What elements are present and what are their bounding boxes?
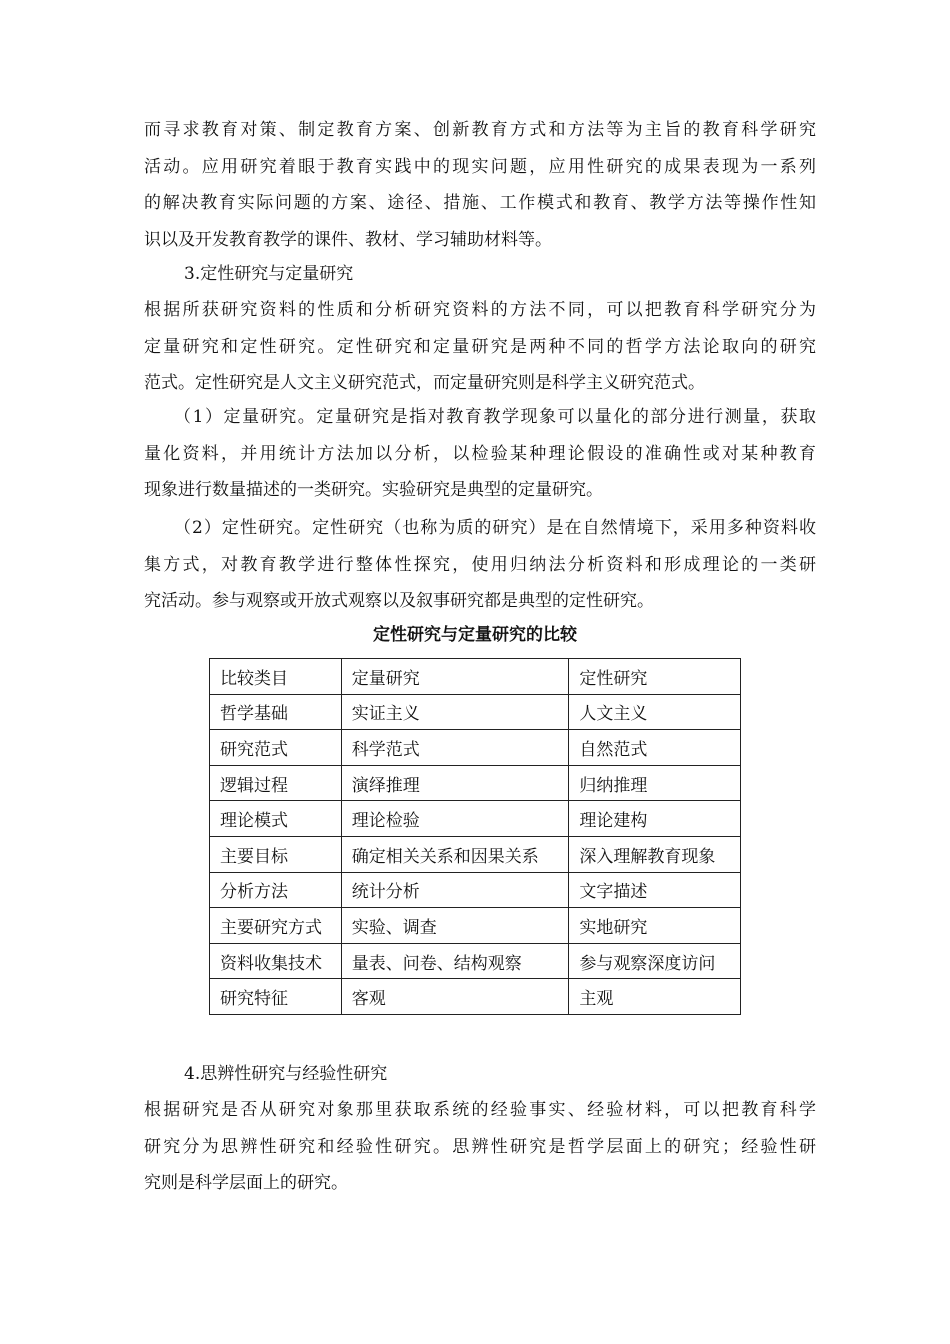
text-line: 而寻求教育对策、制定教育方案、创新教育方式和方法等为主旨的教育科学研究	[144, 120, 816, 140]
text-line: （1）定量研究。定量研究是指对教育教学现象可以量化的部分进行测量，获取	[174, 407, 816, 427]
table-cell: 哲学基础	[210, 694, 342, 730]
text-line: 现象进行数量描述的一类研究。实验研究是典型的定量研究。	[144, 480, 603, 500]
text-line: 根据所获研究资料的性质和分析研究资料的方法不同，可以把教育科学研究分为	[144, 300, 816, 320]
table-cell: 量表、问卷、结构观察	[341, 943, 569, 979]
table-cell: 定性研究	[569, 659, 741, 695]
table-caption: 定性研究与定量研究的比较	[373, 625, 577, 645]
table-cell: 理论建构	[569, 801, 741, 837]
comparison-table	[209, 658, 741, 1015]
text-line: 识以及开发教育教学的课件、教材、学习辅助材料等。	[144, 229, 552, 250]
table-cell: 定量研究	[341, 659, 569, 695]
text-line: 活动。应用研究着眼于教育实践中的现实问题，应用性研究的成果表现为一系列	[144, 156, 816, 177]
table-cell: 客观	[341, 979, 569, 1015]
text-line: 究则是科学层面上的研究。	[144, 1173, 348, 1193]
paragraph-quantitative	[144, 399, 816, 509]
table-row	[210, 659, 741, 695]
text-line: 范式。定性研究是人文主义研究范式，而定量研究则是科学主义研究范式。	[144, 373, 705, 393]
table-cell: 理论模式	[210, 801, 342, 837]
table-cell: 确定相关关系和因果关系	[341, 836, 569, 872]
text-line: 根据研究是否从研究对象那里获取系统的经验事实、经验材料，可以把教育科学	[144, 1100, 816, 1120]
table-cell: 深入理解教育现象	[569, 836, 741, 872]
table-cell: 自然范式	[569, 730, 741, 766]
table-row	[210, 979, 741, 1015]
table-cell: 实地研究	[569, 908, 741, 944]
table-cell: 文字描述	[569, 872, 741, 908]
text-line: 究活动。参与观察或开放式观察以及叙事研究都是典型的定性研究。	[144, 591, 654, 611]
paragraph-speculative-empirical	[144, 1092, 816, 1202]
table-row	[210, 872, 741, 908]
table-cell: 人文主义	[569, 694, 741, 730]
text-line: 集方式，对教育教学进行整体性探究，使用归纳法分析资料和形成理论的一类研	[144, 554, 816, 575]
table-cell: 统计分析	[341, 872, 569, 908]
table-cell: 分析方法	[210, 872, 342, 908]
table-cell: 资料收集技术	[210, 943, 342, 979]
table-cell: 演绎推理	[341, 765, 569, 801]
text-line: 定量研究和定性研究。定性研究和定量研究是两种不同的哲学方法论取向的研究	[144, 336, 816, 357]
table-row	[210, 801, 741, 837]
table-cell: 比较类目	[210, 659, 342, 695]
table-cell: 参与观察深度访问	[569, 943, 741, 979]
text-line: 量化资料，并用统计方法加以分析，以检验某种理论假设的准确性或对某种教育	[144, 443, 816, 464]
table-cell: 科学范式	[341, 730, 569, 766]
table-cell: 研究特征	[210, 979, 342, 1015]
table-cell: 归纳推理	[569, 765, 741, 801]
paragraph-applied-research	[144, 112, 816, 258]
section-heading-3: 3.定性研究与定量研究	[184, 264, 354, 284]
section-heading-4: 4.思辨性研究与经验性研究	[184, 1064, 388, 1084]
table-row	[210, 943, 741, 979]
table-row	[210, 765, 741, 801]
paragraph-qualitative	[144, 510, 816, 620]
table-cell: 主要研究方式	[210, 908, 342, 944]
text-line: （2）定性研究。定性研究（也称为质的研究）是在自然情境下，采用多种资料收	[174, 518, 816, 538]
table-cell: 主要目标	[210, 836, 342, 872]
table-cell: 实验、调查	[341, 908, 569, 944]
text-line: 研究分为思辨性研究和经验性研究。思辨性研究是哲学层面上的研究；经验性研	[144, 1136, 816, 1157]
paragraph-qual-quant-intro	[144, 292, 816, 402]
table-row	[210, 836, 741, 872]
text-line: 的解决教育实际问题的方案、途径、措施、工作模式和教育、教学方法等操作性知	[144, 193, 816, 213]
table-cell: 研究范式	[210, 730, 342, 766]
table-cell: 主观	[569, 979, 741, 1015]
table-cell: 实证主义	[341, 694, 569, 730]
table-row	[210, 730, 741, 766]
table-row	[210, 908, 741, 944]
table-cell: 逻辑过程	[210, 765, 342, 801]
table-row	[210, 694, 741, 730]
table-cell: 理论检验	[341, 801, 569, 837]
